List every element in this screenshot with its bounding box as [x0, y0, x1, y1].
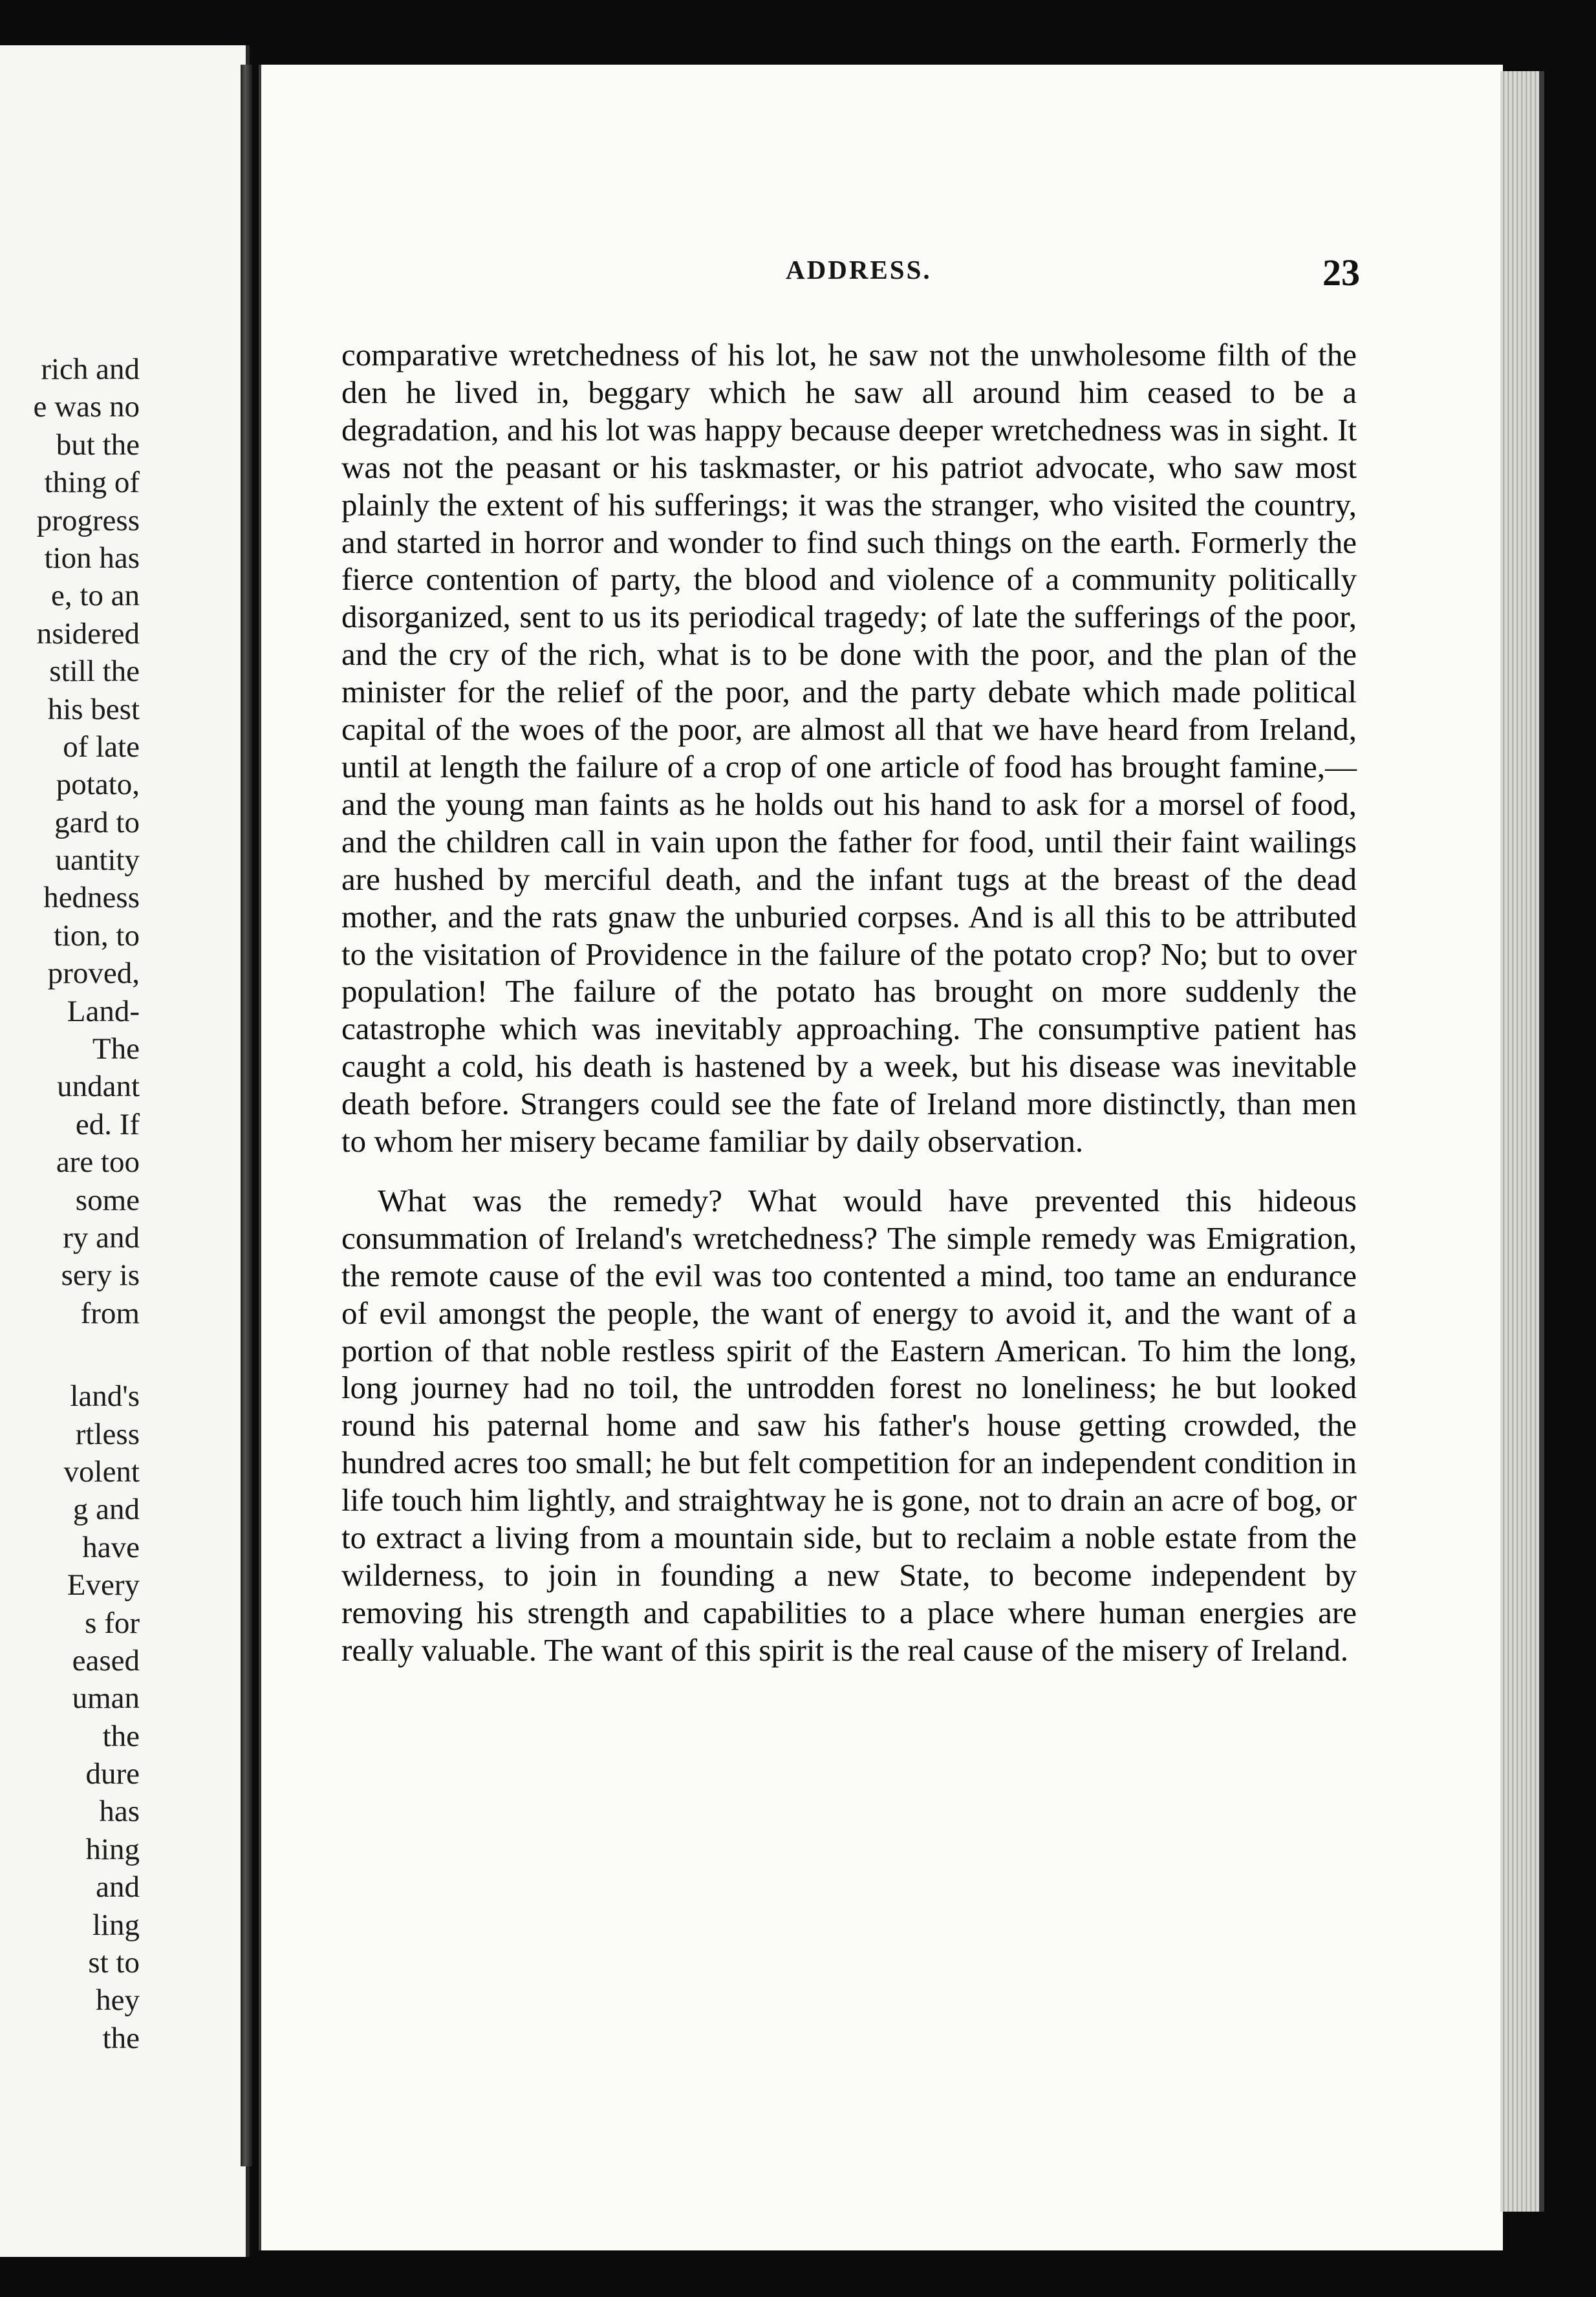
facing-line: ry and: [63, 1220, 140, 1255]
facing-line: dure: [85, 1757, 140, 1791]
facing-line: and: [96, 1870, 140, 1904]
facing-page-text: [0, 350, 140, 2057]
facing-line: tion, to: [53, 918, 140, 953]
facing-line: the: [102, 2021, 140, 2055]
facing-line: potato,: [56, 768, 140, 802]
facing-line: eased: [72, 1643, 140, 1677]
facing-line: undant: [57, 1070, 140, 1104]
facing-line: nsidered: [36, 616, 140, 651]
facing-line: sery is: [61, 1258, 140, 1293]
facing-line: from: [80, 1296, 140, 1330]
facing-line: ed. If: [75, 1107, 140, 1141]
facing-line: e was no: [33, 390, 140, 424]
body-text: [341, 336, 1357, 1669]
facing-line: his best: [47, 692, 140, 726]
facing-line: hing: [85, 1832, 140, 1866]
facing-line: st to: [88, 1946, 140, 1980]
book-gutter: [241, 65, 252, 2166]
facing-line: proved,: [47, 956, 140, 991]
facing-line: rtless: [75, 1417, 140, 1451]
facing-line: gard to: [54, 805, 140, 839]
facing-line: progress: [36, 503, 140, 537]
facing-line: has: [99, 1795, 140, 1829]
facing-line: some: [75, 1183, 140, 1217]
facing-line: tion has: [44, 541, 140, 575]
facing-line: ling: [92, 1908, 140, 1942]
paragraph: What was the remedy? What would have prevented this hideous consummation of Ireland's wretchedness? The simple remedy was Emigration, the remote cause of the evil was too contented a mind, too tame an endurance of evil amongst the people, the want of energy to avoid it, and the want of a portion of that noble restless spirit of the Eastern American. To him the long, long journey had no toil, the untrodden forest no loneliness; he but looked round his paternal home and saw his father's house getting crowded, the hundred acres too small; he but felt competition for an independent condition in life touch him lightly, and straightway he is gone, not to drain an acre of bog, or to extract a living from a mountain side, but to reclaim a noble estate from the wilderness, to join in founding a new State, to become independent by removing his strength and capabilities to a place where human energies are really valuable. The want of this spirit is the real cause of the misery of Ireland.: [341, 1182, 1357, 1668]
facing-line: have: [82, 1530, 140, 1564]
facing-line: of late: [63, 729, 140, 764]
running-head: ADDRESS.: [786, 255, 932, 285]
facing-line: still the: [49, 654, 140, 689]
paragraph: comparative wretchedness of his lot, he saw not the unwholesome filth of the den he lived in, beggary which he saw all around him ceased to be a degradation, and his lot was happy because deeper wretchedness was in sight. It was not the peasant or his taskmaster, or his patriot advocate, who saw most plainly the extent of his sufferings; it was the stranger, who visited the country, and started in horror and wonder to find such things on the earth. Formerly the fierce contention of party, the blood and violence of a community politically disorganized, sent to us its periodical tragedy; of late the sufferings of the poor, and the cry of the rich, what is to be done with the poor, and the plan of the minister for the relief of the poor, and the party debate which made political capital of the woes of the poor, are almost all that we have heard from Ireland, until at length the failure of a crop of one article of food has brought famine,—and the young man faints as he holds out his hand to ask for a morsel of food, and the children call in vain upon the father for food, until their faint wailings are hushed by merciful death, and the infant tugs at the breast of the dead mother, and the rats gnaw the unburied corpses. And is all this to be attributed to the visitation of Providence in the failure of the potato crop? No; but to over population! The failure of the potato has brought on more suddenly the catastrophe which was inevitably approaching. The consumptive patient has caught a cold, his death is hastened by a week, but his disease was inevitable death before. Strangers could see the fate of Ireland more distinctly, than men to whom her misery became familiar by daily observation.: [341, 337, 1357, 1159]
facing-page: [0, 45, 250, 2257]
facing-line: volent: [63, 1454, 140, 1489]
facing-line: [0, 1332, 140, 1377]
facing-line: but the: [56, 427, 140, 462]
page-number: 23: [1322, 252, 1360, 294]
facing-line: Land-: [67, 994, 140, 1028]
facing-line: s for: [85, 1606, 140, 1640]
facing-line: uman: [72, 1681, 140, 1716]
facing-line: e, to an: [50, 579, 140, 613]
facing-line: The: [92, 1032, 140, 1066]
page-edges: [1500, 71, 1544, 2212]
facing-line: thing of: [44, 466, 140, 500]
facing-line: land's: [70, 1379, 140, 1414]
facing-line: the: [102, 1719, 140, 1753]
facing-line: hey: [96, 1983, 140, 2018]
facing-line: g and: [72, 1493, 140, 1527]
facing-line: are too: [56, 1145, 140, 1180]
facing-line: uantity: [55, 843, 140, 878]
facing-line: rich and: [41, 352, 140, 386]
facing-line: hedness: [43, 881, 140, 915]
facing-line: Every: [67, 1568, 140, 1602]
